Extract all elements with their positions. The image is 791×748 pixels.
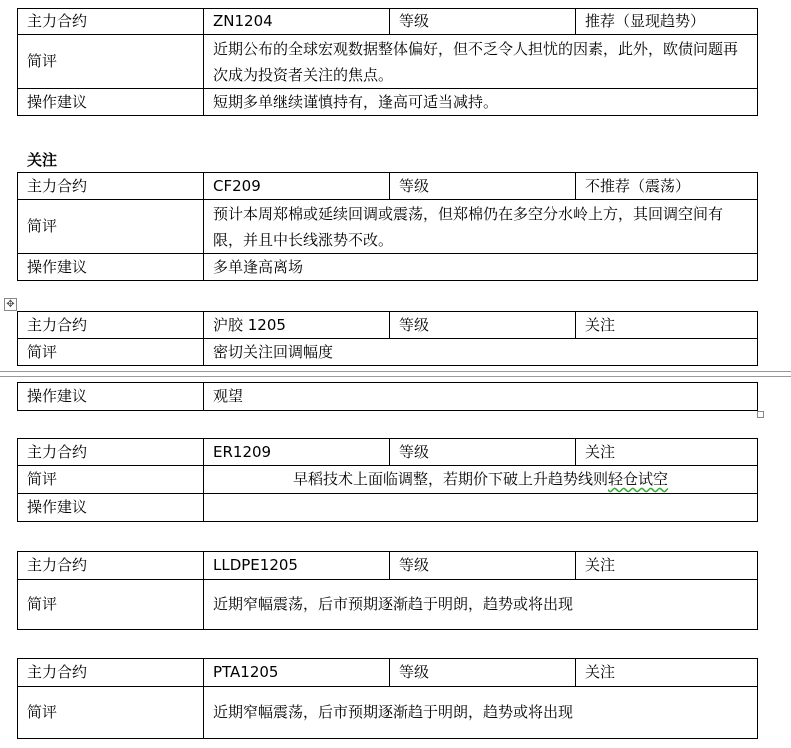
table-zn1204	[17, 8, 758, 116]
comment-text-flagged: 轻仓试空	[608, 470, 669, 488]
label-comment: 简评	[18, 35, 204, 89]
page-break-line	[0, 371, 791, 372]
value-advice: 多单逢高离场	[204, 254, 758, 281]
value-comment: 近期公布的全球宏观数据整体偏好，但不乏令人担忧的因素，此外，欧债问题再次成为投资者关注的焦点。	[204, 35, 758, 89]
label-advice: 操作建议	[18, 383, 204, 411]
label-contract: 主力合约	[18, 659, 204, 687]
label-advice: 操作建议	[18, 494, 204, 522]
value-contract: ZN1204	[204, 9, 390, 35]
value-grade: 关注	[576, 439, 758, 466]
label-comment: 简评	[18, 200, 204, 254]
page-break-line	[0, 376, 791, 377]
table-er1209	[17, 438, 758, 522]
label-comment: 简评	[18, 580, 204, 630]
label-grade: 等级	[390, 9, 576, 35]
value-comment: 预计本周郑棉或延续回调或震荡，但郑棉仍在多空分水岭上方，其回调空间有限，并且中长线涨势不改。	[204, 200, 758, 254]
value-comment: 密切关注回调幅度	[204, 339, 758, 366]
table-cf209	[17, 172, 758, 281]
value-contract: LLDPE1205	[204, 552, 390, 580]
label-grade: 等级	[390, 439, 576, 466]
table-pta1205	[17, 658, 758, 739]
value-advice	[204, 494, 758, 522]
value-grade: 关注	[576, 312, 758, 339]
label-advice: 操作建议	[18, 89, 204, 116]
value-contract: PTA1205	[204, 659, 390, 687]
label-comment: 简评	[18, 339, 204, 366]
move-handle-icon[interactable]: ✥	[4, 298, 17, 311]
value-grade: 关注	[576, 552, 758, 580]
label-contract: 主力合约	[18, 9, 204, 35]
section-heading: 关注	[27, 151, 58, 169]
label-contract: 主力合约	[18, 312, 204, 339]
label-grade: 等级	[390, 173, 576, 200]
value-comment: 近期窄幅震荡，后市预期逐渐趋于明朗，趋势或将出现	[204, 687, 758, 739]
table-resize-handle[interactable]	[757, 411, 764, 418]
label-comment: 简评	[18, 466, 204, 494]
label-grade: 等级	[390, 312, 576, 339]
table-lldpe1205	[17, 551, 758, 630]
value-comment	[204, 466, 758, 494]
table-rubber-bottom	[17, 382, 758, 411]
comment-text: 早稻技术上面临调整，若期价下破上升趋势线则	[292, 470, 608, 488]
value-contract: 沪胶 1205	[204, 312, 390, 339]
label-grade: 等级	[390, 552, 576, 580]
value-advice: 观望	[204, 383, 758, 411]
value-contract: CF209	[204, 173, 390, 200]
value-advice: 短期多单继续谨慎持有，逢高可适当减持。	[204, 89, 758, 116]
table-rubber-top	[17, 311, 758, 366]
label-contract: 主力合约	[18, 173, 204, 200]
value-comment: 近期窄幅震荡，后市预期逐渐趋于明朗，趋势或将出现	[204, 580, 758, 630]
label-contract: 主力合约	[18, 552, 204, 580]
label-advice: 操作建议	[18, 254, 204, 281]
label-grade: 等级	[390, 659, 576, 687]
label-contract: 主力合约	[18, 439, 204, 466]
value-grade: 关注	[576, 659, 758, 687]
value-grade: 不推荐（震荡）	[576, 173, 758, 200]
label-comment: 简评	[18, 687, 204, 739]
value-contract: ER1209	[204, 439, 390, 466]
value-grade: 推荐（显现趋势）	[576, 9, 758, 35]
